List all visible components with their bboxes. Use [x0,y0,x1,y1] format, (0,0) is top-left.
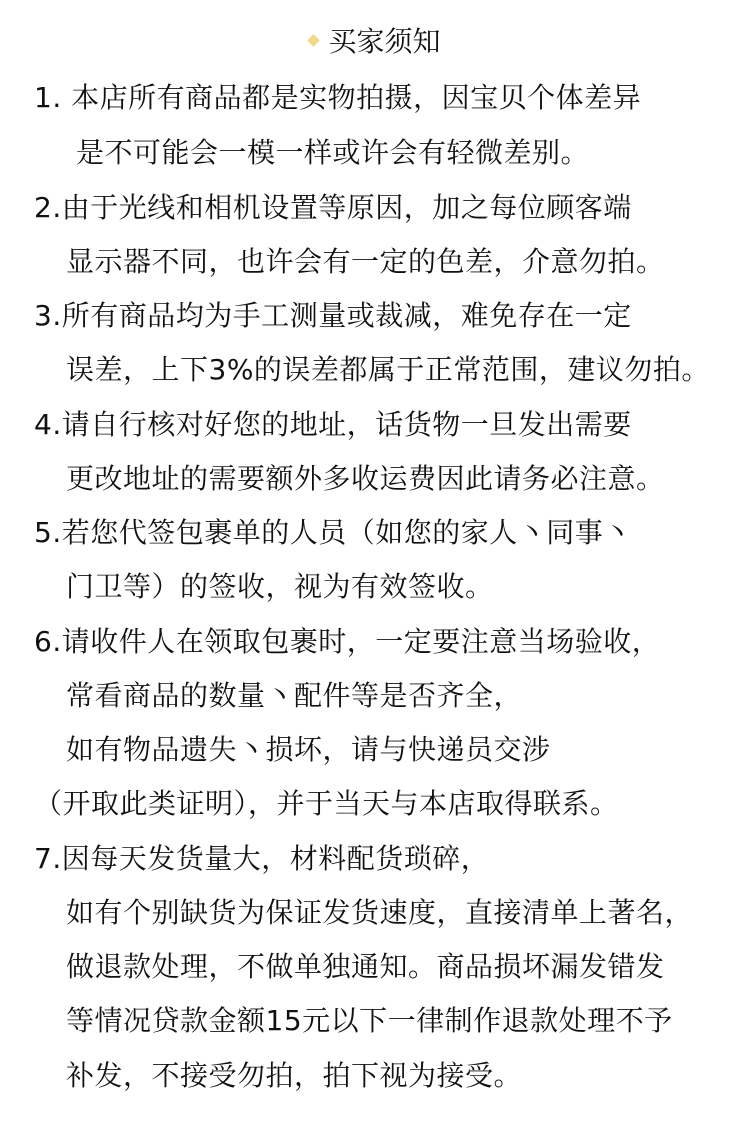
notice-line-18: 等情况贷款金额15元以下一律制作退款处理不予 [66,1004,673,1037]
notice-line-15: 7.因每天发货量大，材料配货琐碎， [34,842,490,875]
notice-line-9: 5.若您代签包裹单的人员（如您的家人丶同事丶 [34,516,632,549]
notice-line-8: 更改地址的需要额外多收运费因此请务必注意。 [66,462,665,495]
notice-line-2: 是不可能会一模一样或许会有轻微差别。 [76,136,590,169]
notice-title-text: 买家须知 [328,25,441,58]
diamond-bullet-icon [308,34,321,47]
notice-title [0,22,750,62]
notice-line-13: 如有物品遗失丶损坏，请与快递员交涉 [66,733,551,766]
notice-line-3: 2.由于光线和相机设置等原因，加之每位顾客端 [34,191,632,224]
notice-line-16: 如有个别缺货为保证发货速度，直接清单上著名， [66,896,694,929]
notice-line-19: 补发，不接受勿拍，拍下视为接受。 [66,1059,523,1092]
notice-line-5: 3.所有商品均为手工测量或裁减，难免存在一定 [34,299,632,332]
notice-line-11: 6.请收件人在领取包裹时，一定要注意当场验收， [34,625,661,658]
notice-line-17: 做退款处理，不做单独通知。商品损坏漏发错发 [66,950,665,983]
notice-line-6: 误差，上下3%的误差都属于正常范围，建议勿拍。 [66,353,710,386]
notice-line-12: 常看商品的数量丶配件等是否齐全， [66,679,523,712]
notice-line-14: （开取此类证明），并于当天与本店取得联系。 [34,787,619,820]
notice-line-10: 门卫等）的签收，视为有效签收。 [66,570,494,603]
notice-line-7: 4.请自行核对好您的地址，话货物一旦发出需要 [34,408,632,441]
notice-line-4: 显示器不同，也许会有一定的色差，介意勿拍。 [66,245,665,278]
notice-line-1: 1. 本店所有商品都是实物拍摄，因宝贝个体差异 [34,81,642,114]
